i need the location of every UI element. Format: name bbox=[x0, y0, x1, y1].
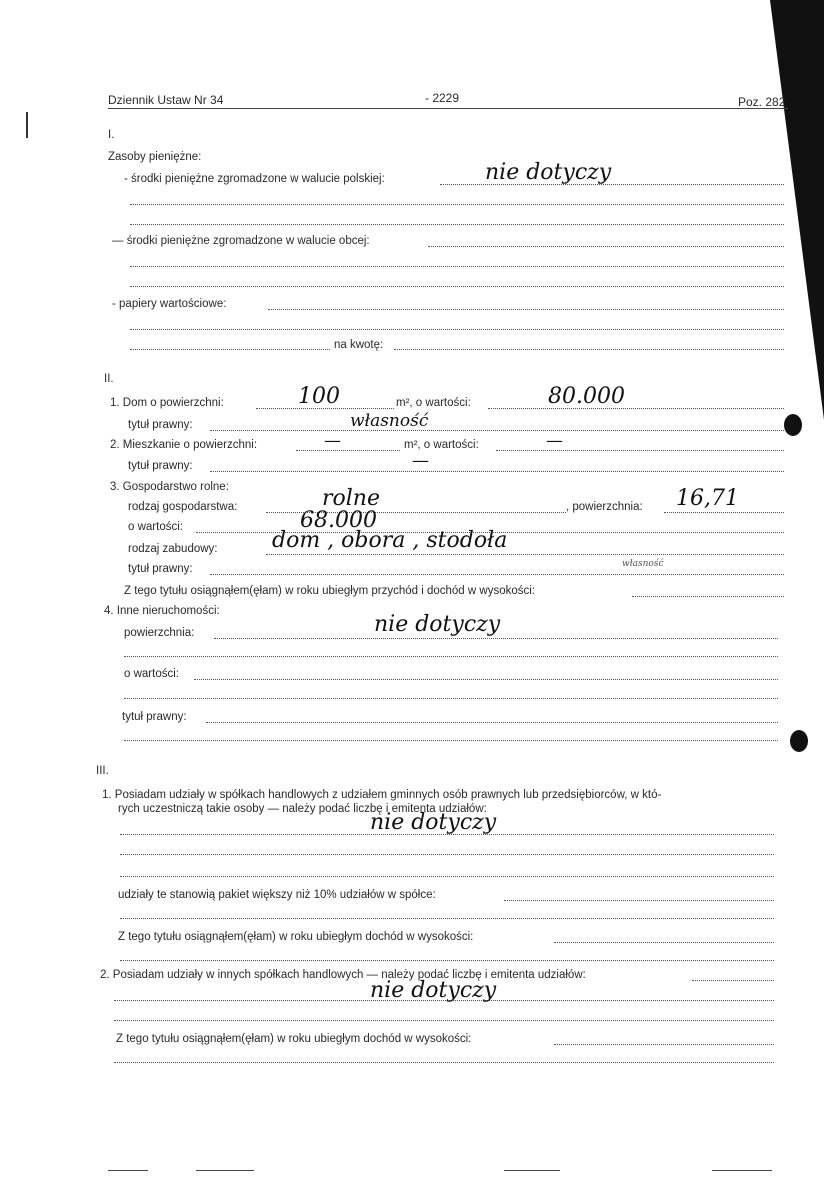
p1-text-line-1: 1. Posiadam udziały w spółkach handlowych z udziałem gminnych osób prawnych lub przedsiębiorców, w któ- bbox=[102, 789, 662, 801]
bottom-mark-2 bbox=[196, 1170, 254, 1171]
other-area-field[interactable] bbox=[214, 638, 778, 639]
farm-type-handwritten: rolne bbox=[322, 486, 380, 511]
securities-field[interactable] bbox=[268, 309, 784, 310]
pln-label: - środki pieniężne zgromadzone w walucie polskiej: bbox=[124, 173, 385, 185]
flat-title-handwritten: — bbox=[412, 451, 429, 471]
p1-value-handwritten: nie dotyczy bbox=[370, 810, 497, 835]
header-journal: Dziennik Ustaw Nr 34 bbox=[108, 93, 224, 107]
p1-field-2[interactable] bbox=[120, 854, 774, 855]
section-1-roman: I. bbox=[108, 129, 115, 141]
p2-field-2[interactable] bbox=[114, 1020, 774, 1021]
p1-income-field[interactable] bbox=[554, 942, 774, 943]
p1-share-field[interactable] bbox=[504, 900, 774, 901]
p2-text-line-1: 2. Posiadam udziały w innych spółkach handlowych — należy podać liczbę i emitenta udziałów: bbox=[100, 969, 586, 981]
other-title-label: tytuł prawny: bbox=[122, 711, 187, 723]
farm-area-field[interactable] bbox=[664, 512, 784, 513]
farm-value-label: o wartości: bbox=[128, 521, 183, 533]
farm-value-handwritten: 68.000 bbox=[300, 508, 377, 533]
amount-field[interactable] bbox=[394, 349, 784, 350]
p2-income-extra-line[interactable] bbox=[114, 1062, 774, 1063]
house-title-field[interactable] bbox=[210, 430, 784, 431]
p1-text-line-2: rych uczestniczą takie osoby — należy podać liczbę i emitenta udziałów: bbox=[118, 803, 487, 815]
p1-income-label: Z tego tytułu osiągnąłem(ęłam) w roku ubiegłym dochód w wysokości: bbox=[118, 931, 474, 943]
p1-share-extra-line[interactable] bbox=[120, 918, 774, 919]
buildings-field[interactable] bbox=[266, 554, 784, 555]
securities-desc-field[interactable] bbox=[130, 349, 330, 350]
farm-type-label: rodzaj gospodarstwa: bbox=[128, 501, 238, 513]
section-1-title: Zasoby pieniężne: bbox=[108, 151, 202, 163]
p2-income-label: Z tego tytułu osiągnąłem(ęłam) w roku ubiegłym dochód w wysokości: bbox=[116, 1033, 472, 1045]
p2-field-inline[interactable] bbox=[692, 980, 774, 981]
farm-title-handwritten: własność bbox=[622, 559, 664, 569]
house-title-label: tytuł prawny: bbox=[128, 419, 193, 431]
foreign-field[interactable] bbox=[428, 246, 784, 247]
bottom-mark-1 bbox=[108, 1170, 148, 1171]
pln-value-handwritten: nie dotyczy bbox=[485, 160, 612, 185]
header-position: Poz. 282 bbox=[738, 95, 786, 109]
flat-value-field[interactable] bbox=[496, 450, 784, 451]
buildings-label: rodzaj zabudowy: bbox=[128, 543, 218, 555]
p1-income-extra-line[interactable] bbox=[120, 960, 774, 961]
bottom-mark-3 bbox=[504, 1170, 560, 1171]
other-title-field[interactable] bbox=[206, 722, 778, 723]
p2-value-handwritten: nie dotyczy bbox=[370, 978, 497, 1003]
p2-income-field[interactable] bbox=[554, 1044, 774, 1045]
securities-extra-line[interactable] bbox=[130, 329, 784, 330]
p1-share-label: udziały te stanowią pakiet większy niż 10% udziałów w spółce: bbox=[118, 889, 436, 901]
other-label: 4. Inne nieruchomości: bbox=[104, 605, 220, 617]
other-area-extra-line[interactable] bbox=[124, 656, 778, 657]
house-value-handwritten: 80.000 bbox=[548, 384, 625, 409]
section-3-roman: III. bbox=[96, 765, 109, 777]
house-label: 1. Dom o powierzchni: bbox=[110, 397, 224, 409]
section-2-roman: II. bbox=[104, 373, 114, 385]
house-title-handwritten: własność bbox=[350, 411, 429, 431]
other-title-extra-line[interactable] bbox=[124, 740, 778, 741]
other-value-handwritten: nie dotyczy bbox=[374, 612, 501, 637]
scan-edge-shadow bbox=[760, 0, 824, 420]
farm-income-label: Z tego tytułu osiągnąłem(ęłam) w roku ubiegłym przychód i dochód w wysokości: bbox=[124, 585, 535, 597]
flat-unit-label: m², o wartości: bbox=[404, 439, 479, 451]
house-area-handwritten: 100 bbox=[298, 384, 340, 409]
p1-field-3[interactable] bbox=[120, 876, 774, 877]
header-rule bbox=[108, 108, 788, 109]
flat-label: 2. Mieszkanie o powierzchni: bbox=[110, 439, 258, 451]
flat-area-field[interactable] bbox=[296, 450, 400, 451]
flat-title-field[interactable] bbox=[210, 471, 784, 472]
amount-label: na kwotę: bbox=[334, 339, 384, 351]
bottom-mark-4 bbox=[712, 1170, 772, 1171]
scan-mark-left bbox=[26, 112, 28, 138]
header-page-number: - 2229 bbox=[425, 91, 460, 105]
foreign-extra-line-2[interactable] bbox=[130, 286, 784, 287]
other-worth-field[interactable] bbox=[194, 679, 778, 680]
farm-title-field[interactable] bbox=[210, 574, 784, 575]
flat-value-handwritten: — bbox=[546, 431, 563, 451]
farm-label: 3. Gospodarstwo rolne: bbox=[110, 481, 229, 493]
flat-title-label: tytuł prawny: bbox=[128, 460, 193, 472]
other-area-label: powierzchnia: bbox=[124, 627, 195, 639]
farm-area-handwritten: 16,71 bbox=[676, 486, 739, 511]
pln-extra-line-2[interactable] bbox=[130, 224, 784, 225]
farm-title-label: tytuł prawny: bbox=[128, 563, 193, 575]
pln-extra-line-1[interactable] bbox=[130, 204, 784, 205]
house-unit-label: m², o wartości: bbox=[396, 397, 471, 409]
foreign-extra-line-1[interactable] bbox=[130, 266, 784, 267]
farm-income-field[interactable] bbox=[632, 596, 784, 597]
punch-hole-bottom bbox=[790, 730, 808, 752]
foreign-label: — środki pieniężne zgromadzone w walucie obcej: bbox=[112, 235, 370, 247]
flat-area-handwritten: — bbox=[324, 431, 341, 451]
house-value-field[interactable] bbox=[488, 408, 784, 409]
punch-hole-top bbox=[784, 414, 802, 436]
securities-label: - papiery wartościowe: bbox=[112, 298, 227, 310]
other-worth-label: o wartości: bbox=[124, 668, 179, 680]
buildings-handwritten: dom , obora , stodoła bbox=[272, 528, 508, 553]
farm-area-label: , powierzchnia: bbox=[566, 501, 643, 513]
other-worth-extra-line[interactable] bbox=[124, 698, 778, 699]
